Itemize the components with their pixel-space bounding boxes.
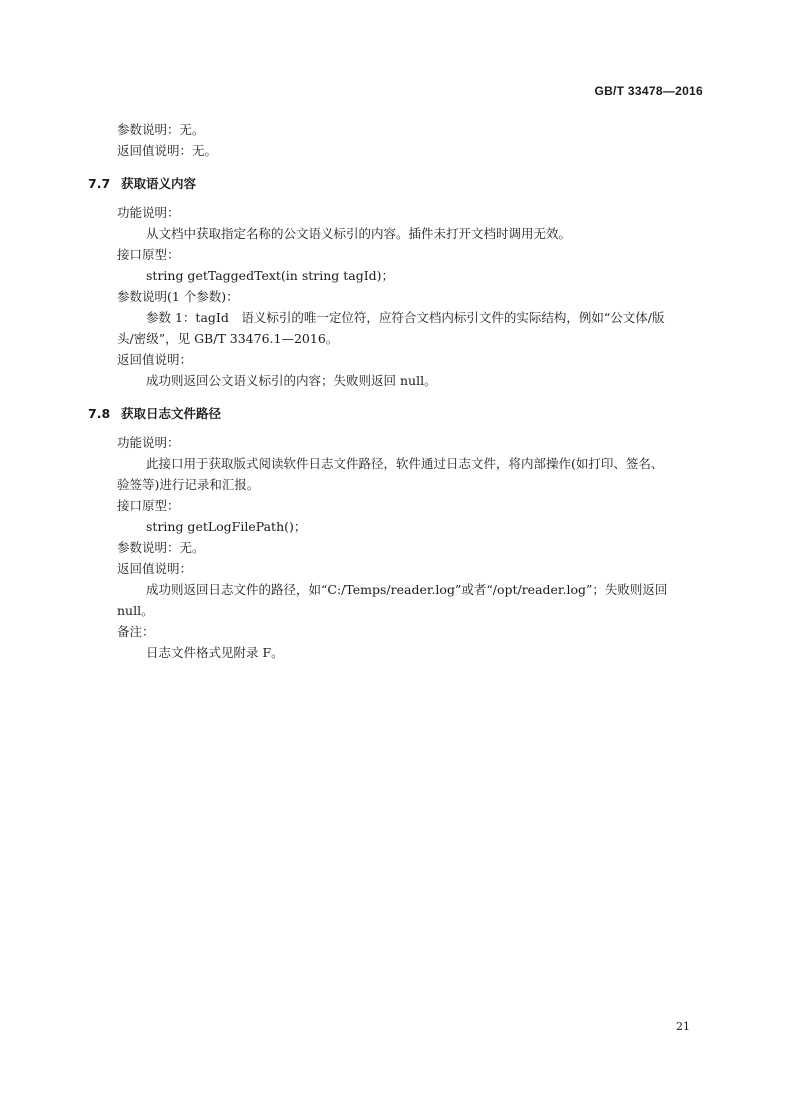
returns-line1: 成功则返回日志文件的路径，如“C:/Temps/reader.log”或者“/opt/reader.log”；失败则返回 — [146, 582, 668, 597]
note-label: 备注： — [117, 624, 155, 639]
section-number: 7.7 — [88, 176, 111, 191]
section-heading-7-8 — [88, 404, 221, 422]
function-text: 从文档中获取指定名称的公文语义标引的内容。插件未打开文档时调用无效。 — [146, 226, 572, 241]
prototype-label: 接口原型： — [117, 247, 180, 262]
prototype-text: string getLogFilePath()； — [146, 519, 307, 534]
params-text: 参数说明：无。 — [117, 122, 205, 137]
param1-line1: 参数 1：tagId 语义标引的唯一定位符，应符合文档内标引文件的实际结构，例如“公文体/版 — [146, 310, 665, 325]
function-label: 功能说明： — [117, 205, 180, 220]
prototype-text: string getTaggedText(in string tagId)； — [146, 268, 395, 283]
section-heading-7-7 — [88, 174, 196, 192]
section-number: 7.8 — [88, 406, 111, 421]
returns-text: 返回值说明：无。 — [117, 143, 218, 158]
params-label: 参数说明(1 个参数)： — [117, 289, 239, 304]
param1-line2: 头/密级”，见 GB/T 33476.1—2016。 — [117, 331, 339, 346]
returns-line2: null。 — [117, 603, 154, 618]
function-label: 功能说明： — [117, 435, 180, 450]
function-line1: 此接口用于获取版式阅读软件日志文件路径，软件通过日志文件，将内部操作(如打印、签名、 — [146, 456, 664, 471]
prototype-label: 接口原型： — [117, 498, 180, 513]
standard-code-header: GB/T 33478—2016 — [594, 84, 703, 98]
note-text: 日志文件格式见附录 F。 — [146, 645, 284, 660]
returns-label: 返回值说明： — [117, 352, 193, 367]
returns-text: 成功则返回公文语义标引的内容；失败则返回 null。 — [146, 373, 437, 388]
section-title: 获取语义内容 — [121, 176, 197, 191]
function-line2: 验签等)进行记录和汇报。 — [117, 477, 260, 492]
page-number: 21 — [676, 1020, 690, 1033]
section-title: 获取日志文件路径 — [121, 406, 222, 421]
returns-label: 返回值说明： — [117, 561, 193, 576]
params-text: 参数说明：无。 — [117, 540, 205, 555]
